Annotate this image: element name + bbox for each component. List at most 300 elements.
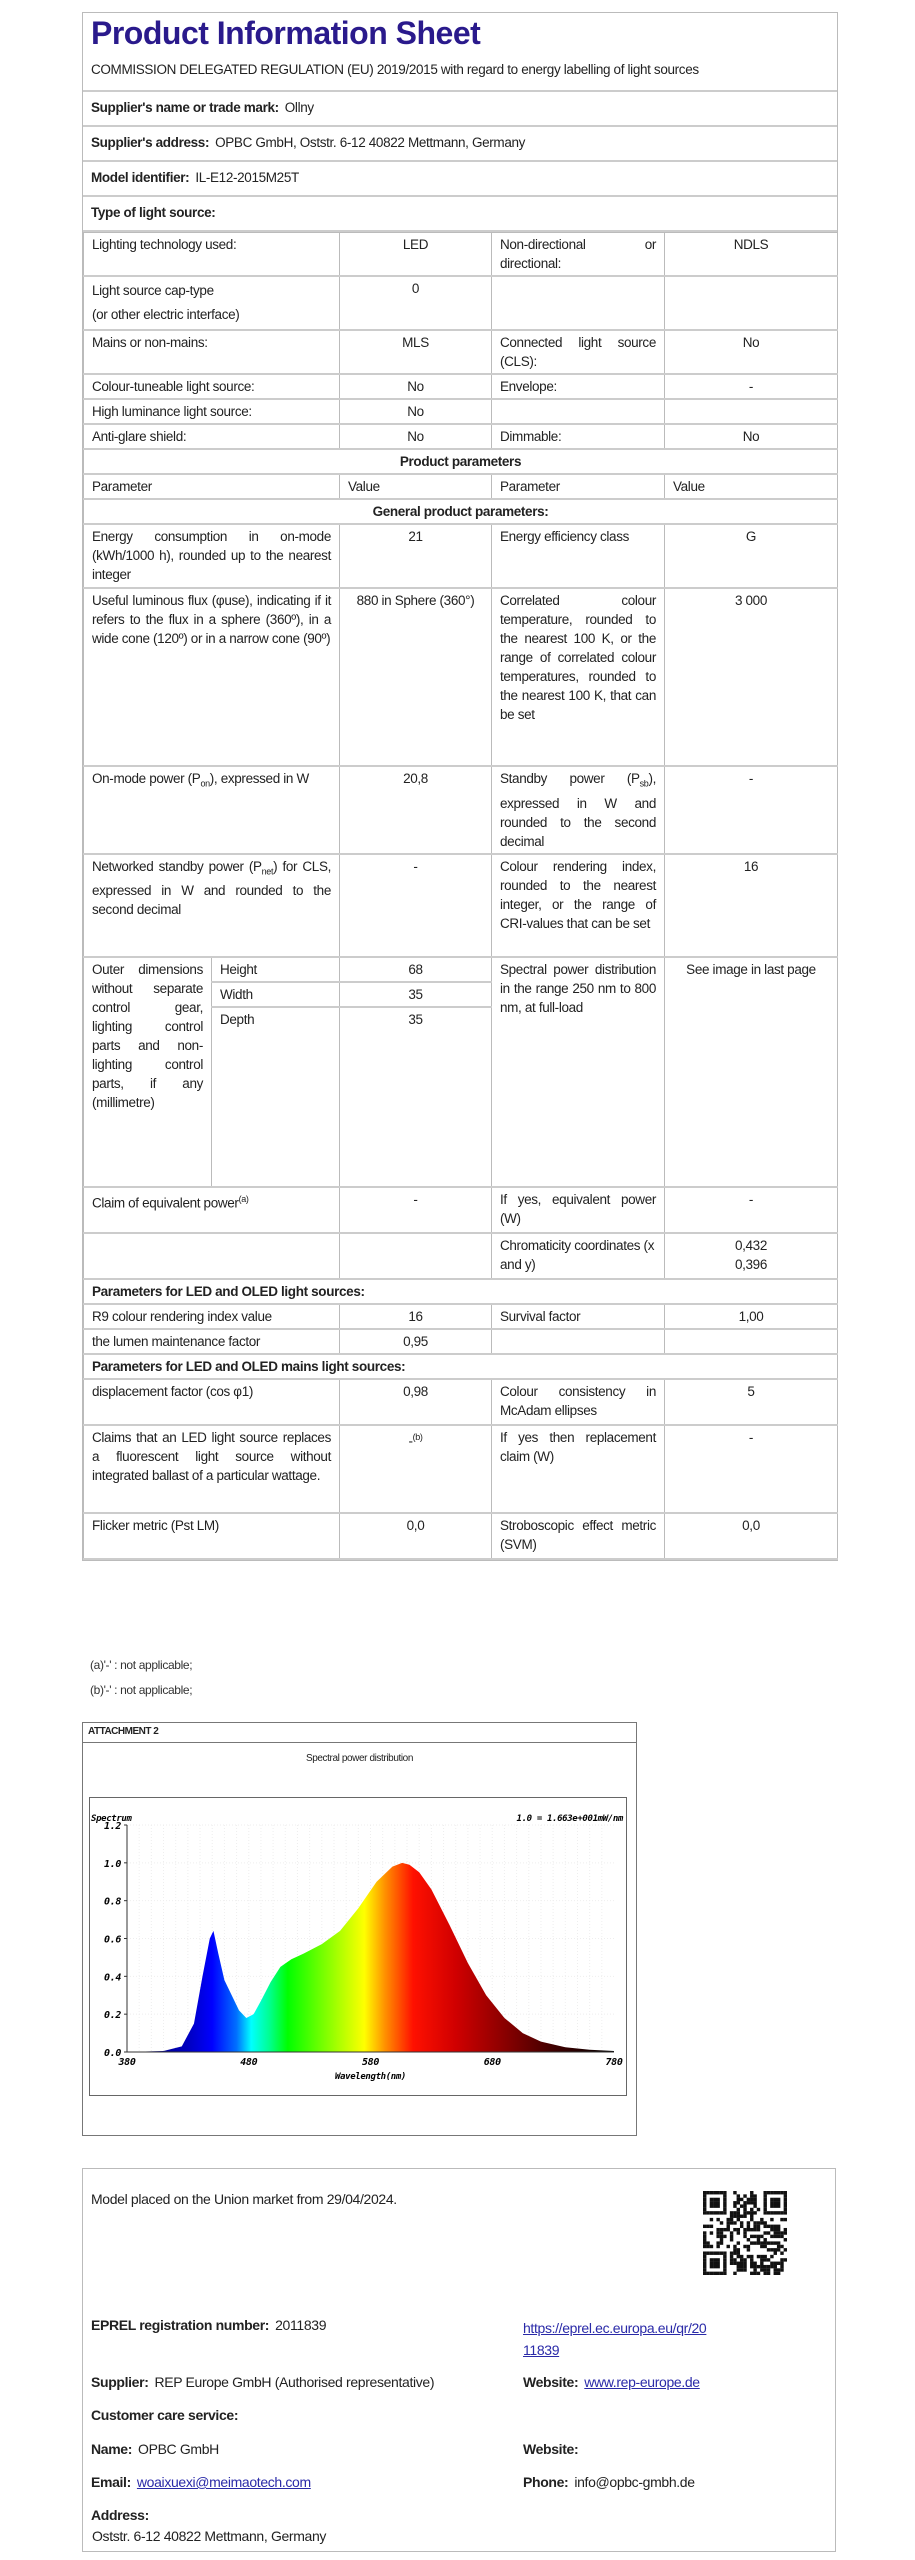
param-value: G bbox=[665, 524, 838, 588]
qr-module bbox=[733, 2211, 736, 2214]
param-value: - bbox=[340, 1187, 492, 1233]
qr-module bbox=[747, 2255, 750, 2258]
qr-module bbox=[730, 2215, 733, 2218]
param-value: No bbox=[340, 374, 492, 399]
qr-module bbox=[740, 2255, 743, 2258]
table-row bbox=[84, 588, 838, 766]
qr-module bbox=[763, 2194, 766, 2197]
x-axis-label: Wavelength(nm) bbox=[335, 2072, 406, 2082]
qr-module bbox=[710, 2225, 713, 2228]
param-value: No bbox=[665, 330, 838, 374]
qr-module bbox=[730, 2235, 733, 2238]
qr-module bbox=[750, 2194, 753, 2197]
qr-module bbox=[784, 2204, 787, 2207]
qr-module bbox=[770, 2225, 773, 2228]
product-parameters-heading: Product parameters bbox=[84, 449, 838, 474]
param-value: - bbox=[665, 374, 838, 399]
qr-module bbox=[753, 2272, 756, 2275]
empty-cell bbox=[665, 1329, 838, 1354]
qr-module bbox=[780, 2251, 783, 2254]
care-name-row bbox=[91, 2441, 219, 2457]
supplier-address-value: OPBC GmbH, Oststr. 6-12 40822 Mettmann, Germany bbox=[215, 135, 526, 150]
qr-module bbox=[727, 2218, 730, 2221]
qr-module bbox=[716, 2265, 719, 2268]
qr-module bbox=[733, 2251, 736, 2254]
qr-module bbox=[753, 2228, 756, 2231]
qr-module bbox=[770, 2235, 773, 2238]
qr-module bbox=[720, 2211, 723, 2214]
qr-module bbox=[763, 2221, 766, 2224]
column-header: Value bbox=[340, 474, 492, 499]
qr-module bbox=[733, 2221, 736, 2224]
qr-module bbox=[767, 2211, 770, 2214]
param-label: Non-directional or directional: bbox=[492, 233, 665, 277]
eprel-value: 2011839 bbox=[275, 2317, 327, 2333]
param-label: Colour consistency in McAdam ellipses bbox=[492, 1379, 665, 1425]
qr-module bbox=[750, 2265, 753, 2268]
param-value: 0,0 bbox=[665, 1513, 838, 1559]
qr-module bbox=[703, 2268, 706, 2271]
qr-module bbox=[763, 2191, 766, 2194]
qr-module bbox=[720, 2231, 723, 2234]
qr-module bbox=[703, 2238, 706, 2241]
qr-module bbox=[720, 2228, 723, 2231]
qr-module bbox=[763, 2241, 766, 2244]
general-parameters-heading: General product parameters: bbox=[84, 499, 838, 524]
param-label: Survival factor bbox=[492, 1304, 665, 1329]
qr-module bbox=[710, 2272, 713, 2275]
name-value: OPBC GmbH bbox=[138, 2441, 219, 2457]
qr-module bbox=[710, 2198, 713, 2201]
qr-module bbox=[777, 2201, 780, 2204]
qr-module bbox=[703, 2245, 706, 2248]
qr-module bbox=[763, 2238, 766, 2241]
qr-module bbox=[780, 2218, 783, 2221]
qr-module bbox=[740, 2258, 743, 2261]
text: ), expressed in W and rounded to the second decimal bbox=[500, 771, 656, 849]
model-label: Model identifier: bbox=[91, 170, 190, 185]
qr-module bbox=[777, 2262, 780, 2265]
qr-module bbox=[774, 2268, 777, 2271]
qr-module bbox=[763, 2198, 766, 2201]
height-label: Height bbox=[212, 957, 340, 982]
qr-module bbox=[730, 2221, 733, 2224]
qr-module bbox=[710, 2251, 713, 2254]
product-information-sheet bbox=[82, 12, 838, 1561]
param-label: Spectral power distribution in the range 250 nm to 800 nm, at full-load bbox=[492, 957, 665, 1187]
qr-module bbox=[713, 2262, 716, 2265]
qr-module bbox=[784, 2218, 787, 2221]
depth-value: 35 bbox=[340, 1007, 492, 1187]
param-label: Useful luminous flux (φuse), indicating if it refers to the flux in a sphere (360º), in a wide cone (120º) or in a narrow cone (90º) bbox=[84, 588, 340, 766]
qr-module bbox=[743, 2228, 746, 2231]
column-header-row bbox=[84, 474, 838, 499]
param-value bbox=[665, 1233, 838, 1279]
care-website-label: Website: bbox=[523, 2441, 579, 2457]
qr-module bbox=[750, 2235, 753, 2238]
qr-module bbox=[770, 2255, 773, 2258]
phone-label: Phone: bbox=[523, 2474, 569, 2490]
qr-module bbox=[720, 2235, 723, 2238]
qr-module bbox=[763, 2268, 766, 2271]
qr-module bbox=[760, 2221, 763, 2224]
supplier-address-label: Supplier's address: bbox=[91, 135, 210, 150]
qr-module bbox=[733, 2191, 736, 2194]
param-label: Dimmable: bbox=[492, 424, 665, 449]
qr-module bbox=[716, 2198, 719, 2201]
qr-module bbox=[774, 2228, 777, 2231]
qr-module bbox=[760, 2235, 763, 2238]
qr-module bbox=[784, 2191, 787, 2194]
param-label: Energy consumption in on-mode (kWh/1000 h), rounded up to the nearest integer bbox=[84, 524, 340, 588]
qr-module bbox=[763, 2211, 766, 2214]
qr-module bbox=[750, 2255, 753, 2258]
qr-module bbox=[760, 2262, 763, 2265]
empty-cell bbox=[665, 276, 838, 330]
qr-module bbox=[747, 2248, 750, 2251]
led-parameters-heading: Parameters for LED and OLED light sources: bbox=[84, 1279, 838, 1304]
qr-module bbox=[763, 2255, 766, 2258]
qr-module bbox=[784, 2194, 787, 2197]
qr-module bbox=[774, 2198, 777, 2201]
qr-module bbox=[767, 2272, 770, 2275]
website-label: Website: bbox=[523, 2374, 579, 2390]
qr-module bbox=[737, 2198, 740, 2201]
website-link[interactable]: www.rep-europe.de bbox=[584, 2374, 700, 2390]
qr-module bbox=[720, 2272, 723, 2275]
qr-module bbox=[743, 2204, 746, 2207]
qr-module bbox=[710, 2258, 713, 2261]
qr-module bbox=[767, 2248, 770, 2251]
param-label: the lumen maintenance factor bbox=[84, 1329, 340, 1354]
eprel-link[interactable] bbox=[523, 2317, 706, 2361]
qr-module bbox=[750, 2211, 753, 2214]
subscript: sb bbox=[639, 778, 649, 789]
table-row bbox=[84, 399, 838, 424]
qr-module bbox=[716, 2231, 719, 2234]
qr-module bbox=[753, 2268, 756, 2271]
qr-module bbox=[774, 2262, 777, 2265]
phone-value: info@opbc-gmbh.de bbox=[574, 2474, 695, 2490]
qr-module bbox=[760, 2255, 763, 2258]
qr-module bbox=[737, 2262, 740, 2265]
qr-module bbox=[780, 2268, 783, 2271]
qr-module bbox=[723, 2272, 726, 2275]
qr-module bbox=[767, 2268, 770, 2271]
address-label: Address: bbox=[91, 2507, 149, 2523]
qr-module bbox=[723, 2235, 726, 2238]
qr-module bbox=[784, 2228, 787, 2231]
qr-module bbox=[763, 2204, 766, 2207]
qr-module bbox=[750, 2208, 753, 2211]
eprel-link-line[interactable]: https://eprel.ec.europa.eu/qr/20 bbox=[523, 2320, 707, 2336]
qr-module bbox=[727, 2228, 730, 2231]
qr-module bbox=[774, 2201, 777, 2204]
qr-module bbox=[716, 2235, 719, 2238]
qr-module bbox=[780, 2265, 783, 2268]
param-label: Colour-tuneable light source: bbox=[84, 374, 340, 399]
qr-module bbox=[770, 2218, 773, 2221]
qr-module bbox=[750, 2191, 753, 2194]
param-label: Connected light source (CLS): bbox=[492, 330, 665, 374]
qr-module bbox=[757, 2272, 760, 2275]
qr-module bbox=[740, 2221, 743, 2224]
qr-module bbox=[753, 2221, 756, 2224]
qr-module bbox=[710, 2204, 713, 2207]
qr-module bbox=[710, 2218, 713, 2221]
qr-module bbox=[774, 2231, 777, 2234]
qr-module bbox=[784, 2198, 787, 2201]
chromaticity-y: 0,396 bbox=[734, 1256, 768, 1272]
qr-module bbox=[706, 2191, 709, 2194]
qr-module bbox=[730, 2258, 733, 2261]
supplier-address-row bbox=[83, 127, 837, 162]
table-row bbox=[84, 499, 838, 524]
care-website-row bbox=[523, 2441, 584, 2457]
table-row bbox=[84, 1425, 838, 1513]
param-value: 3 000 bbox=[665, 588, 838, 766]
param-value: 16 bbox=[665, 854, 838, 957]
qr-module bbox=[784, 2258, 787, 2261]
qr-module bbox=[757, 2255, 760, 2258]
param-value: No bbox=[665, 424, 838, 449]
qr-module bbox=[753, 2265, 756, 2268]
qr-module bbox=[784, 2201, 787, 2204]
qr-module bbox=[740, 2204, 743, 2207]
qr-module bbox=[780, 2211, 783, 2214]
regulation-text: COMMISSION DELEGATED REGULATION (EU) 2019/2015 with regard to energy labelling of light sources bbox=[83, 52, 837, 92]
param-label: Correlated colour temperature, rounded to the nearest 100 K, or the range of correlated colour temperatures, rounded to the nearest 100 K, that can be set bbox=[492, 588, 665, 766]
param-value: NDLS bbox=[665, 233, 838, 277]
qr-module bbox=[750, 2198, 753, 2201]
qr-module bbox=[747, 2245, 750, 2248]
text: Networked standby power (P bbox=[92, 858, 262, 874]
qr-module bbox=[740, 2262, 743, 2265]
param-label bbox=[84, 766, 340, 854]
attachment-title: Spectral power distribution bbox=[305, 1753, 414, 1764]
qr-module bbox=[767, 2225, 770, 2228]
qr-module bbox=[747, 2211, 750, 2214]
qr-module bbox=[767, 2231, 770, 2234]
table-row bbox=[84, 854, 838, 957]
param-label bbox=[84, 854, 340, 957]
qr-module bbox=[753, 2241, 756, 2244]
supplier-row bbox=[91, 2374, 434, 2390]
qr-module bbox=[763, 2208, 766, 2211]
qr-module bbox=[757, 2241, 760, 2244]
param-label: If yes, equivalent power (W) bbox=[492, 1187, 665, 1233]
qr-module bbox=[757, 2235, 760, 2238]
supplier-name-value: Ollny bbox=[284, 100, 314, 115]
height-value: 68 bbox=[340, 957, 492, 982]
qr-module bbox=[703, 2191, 706, 2194]
qr-module bbox=[733, 2245, 736, 2248]
param-label: R9 colour rendering index value bbox=[84, 1304, 340, 1329]
qr-module bbox=[723, 2228, 726, 2231]
qr-module bbox=[750, 2215, 753, 2218]
param-value bbox=[340, 1425, 492, 1513]
qr-module bbox=[737, 2255, 740, 2258]
qr-module bbox=[763, 2258, 766, 2261]
x-tick-label: 680 bbox=[483, 2057, 501, 2068]
qr-module bbox=[774, 2191, 777, 2194]
qr-module bbox=[703, 2194, 706, 2197]
qr-module bbox=[723, 2268, 726, 2271]
table-row bbox=[84, 957, 838, 982]
subscript: on bbox=[200, 778, 210, 789]
qr-module bbox=[703, 2258, 706, 2261]
qr-module bbox=[760, 2265, 763, 2268]
qr-code[interactable] bbox=[703, 2191, 787, 2275]
chromaticity-x: 0,432 bbox=[734, 1237, 768, 1253]
qr-module bbox=[716, 2251, 719, 2254]
qr-module bbox=[703, 2251, 706, 2254]
param-label: Chromaticity coordinates (x and y) bbox=[492, 1233, 665, 1279]
param-value: - bbox=[665, 1425, 838, 1513]
qr-module bbox=[770, 2241, 773, 2244]
qr-module bbox=[770, 2248, 773, 2251]
qr-module bbox=[763, 2231, 766, 2234]
supplier-value: REP Europe GmbH (Authorised representative) bbox=[154, 2374, 435, 2390]
qr-module bbox=[737, 2211, 740, 2214]
qr-module bbox=[777, 2268, 780, 2271]
eprel-label: EPREL registration number: bbox=[91, 2317, 270, 2333]
qr-module bbox=[753, 2262, 756, 2265]
qr-module bbox=[770, 2265, 773, 2268]
table-row bbox=[84, 330, 838, 374]
qr-module bbox=[784, 2238, 787, 2241]
param-label: Anti-glare shield: bbox=[84, 424, 340, 449]
qr-module bbox=[743, 2245, 746, 2248]
qr-module bbox=[767, 2241, 770, 2244]
qr-module bbox=[747, 2201, 750, 2204]
x-tick-label: 580 bbox=[361, 2057, 380, 2068]
text: Standby power (P bbox=[500, 771, 640, 786]
superscript: (b) bbox=[412, 1431, 423, 1442]
address-heading bbox=[91, 2507, 155, 2523]
qr-module bbox=[747, 2198, 750, 2201]
y-tick-label: 0.0 bbox=[103, 2048, 121, 2059]
supplier-name-label: Supplier's name or trade mark: bbox=[91, 100, 279, 115]
qr-module bbox=[763, 2201, 766, 2204]
qr-module bbox=[763, 2272, 766, 2275]
table-row bbox=[84, 524, 838, 588]
qr-module bbox=[720, 2251, 723, 2254]
qr-module bbox=[743, 2201, 746, 2204]
qr-module bbox=[716, 2201, 719, 2204]
qr-module bbox=[713, 2251, 716, 2254]
mains-parameters-heading: Parameters for LED and OLED mains light sources: bbox=[84, 1354, 838, 1379]
qr-module bbox=[713, 2198, 716, 2201]
email-link[interactable]: woaixuexi@meimaotech.com bbox=[136, 2474, 311, 2490]
qr-module bbox=[757, 2265, 760, 2268]
qr-module bbox=[730, 2255, 733, 2258]
parameters-table bbox=[83, 232, 838, 1560]
customer-care-heading bbox=[91, 2407, 244, 2423]
param-value: 0 bbox=[340, 276, 492, 330]
qr-module bbox=[723, 2194, 726, 2197]
y-tick-label: 0.2 bbox=[103, 2010, 121, 2022]
model-value: IL-E12-2015M25T bbox=[195, 170, 299, 185]
param-value: - bbox=[340, 854, 492, 957]
qr-module bbox=[743, 2231, 746, 2234]
param-value: 0,95 bbox=[340, 1329, 492, 1354]
qr-module bbox=[750, 2218, 753, 2221]
address-value: Oststr. 6-12 40822 Mettmann, Germany bbox=[92, 2528, 327, 2544]
qr-module bbox=[710, 2201, 713, 2204]
type-heading-text: Type of light source: bbox=[91, 205, 216, 220]
qr-module bbox=[713, 2258, 716, 2261]
qr-module bbox=[784, 2231, 787, 2234]
qr-module bbox=[760, 2245, 763, 2248]
qr-module bbox=[737, 2194, 740, 2197]
qr-module bbox=[733, 2228, 736, 2231]
qr-module bbox=[713, 2204, 716, 2207]
qr-module bbox=[737, 2241, 740, 2244]
qr-module bbox=[730, 2238, 733, 2241]
table-row bbox=[84, 766, 838, 854]
qr-module bbox=[737, 2208, 740, 2211]
text: Claim of equivalent power bbox=[92, 1195, 239, 1211]
qr-module bbox=[784, 2211, 787, 2214]
qr-module bbox=[740, 2268, 743, 2271]
qr-module bbox=[743, 2258, 746, 2261]
qr-module bbox=[780, 2262, 783, 2265]
eprel-link-line[interactable]: 11839 bbox=[523, 2342, 560, 2358]
qr-module bbox=[713, 2272, 716, 2275]
name-label: Name: bbox=[91, 2441, 133, 2457]
table-row bbox=[84, 1233, 838, 1279]
qr-module bbox=[753, 2235, 756, 2238]
y-tick-label: 0.4 bbox=[103, 1972, 121, 1984]
qr-module bbox=[770, 2211, 773, 2214]
qr-module bbox=[747, 2228, 750, 2231]
depth-label: Depth bbox=[212, 1007, 340, 1187]
email-row bbox=[91, 2474, 311, 2490]
qr-module bbox=[743, 2268, 746, 2271]
qr-module bbox=[760, 2241, 763, 2244]
qr-module bbox=[730, 2231, 733, 2234]
qr-module bbox=[743, 2211, 746, 2214]
qr-module bbox=[770, 2228, 773, 2231]
qr-module bbox=[757, 2238, 760, 2241]
qr-module bbox=[777, 2198, 780, 2201]
qr-module bbox=[733, 2272, 736, 2275]
website-row bbox=[523, 2374, 700, 2390]
y-tick-label: 1.0 bbox=[103, 1858, 121, 1870]
param-label: If yes then replacement claim (W) bbox=[492, 1425, 665, 1513]
qr-module bbox=[757, 2228, 760, 2231]
cap-type-line: (or other electric interface) bbox=[92, 307, 240, 322]
qr-module bbox=[703, 2231, 706, 2234]
text: ) for CLS, expressed in W and rounded to the second decimal bbox=[92, 858, 332, 918]
table-row bbox=[84, 1279, 838, 1304]
qr-module bbox=[774, 2248, 777, 2251]
param-value: 5 bbox=[665, 1379, 838, 1425]
qr-module bbox=[763, 2245, 766, 2248]
qr-module bbox=[777, 2231, 780, 2234]
empty-cell bbox=[84, 1233, 340, 1279]
qr-module bbox=[740, 2198, 743, 2201]
y-axis-label: Spectrum bbox=[91, 1814, 132, 1824]
qr-module bbox=[706, 2272, 709, 2275]
phone-row bbox=[523, 2474, 695, 2490]
qr-module bbox=[720, 2221, 723, 2224]
qr-module bbox=[777, 2191, 780, 2194]
empty-cell bbox=[340, 1233, 492, 1279]
table-row bbox=[84, 374, 838, 399]
qr-module bbox=[720, 2191, 723, 2194]
